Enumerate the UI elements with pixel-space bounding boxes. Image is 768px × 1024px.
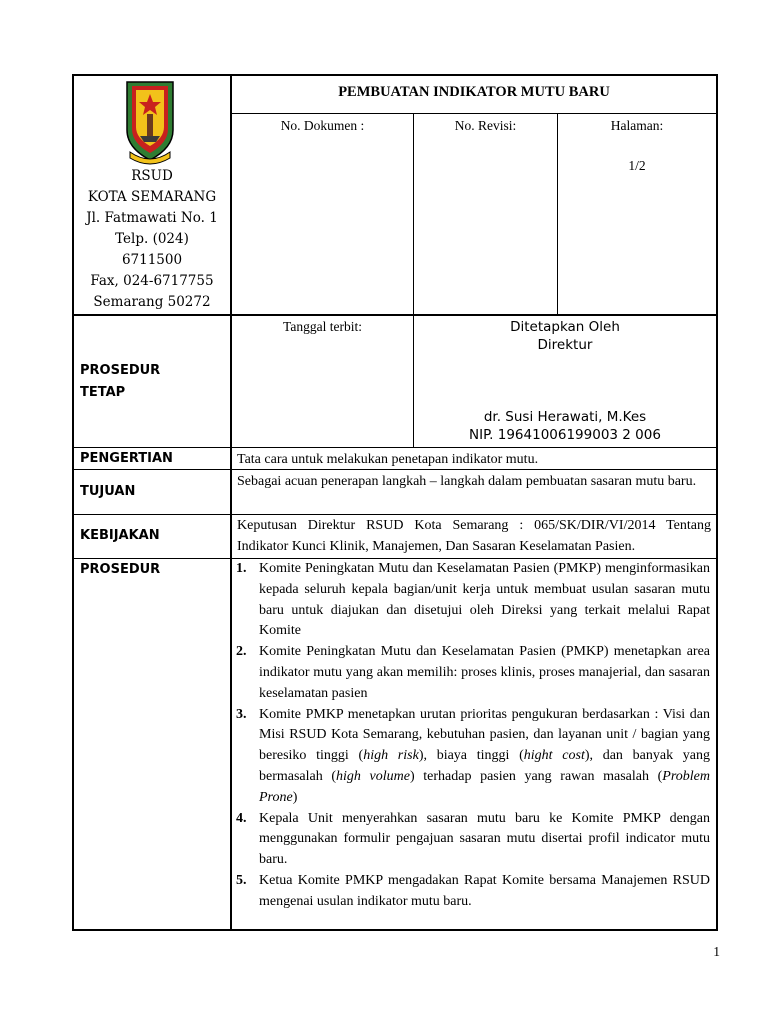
direktur-signature (414, 408, 716, 444)
direktur-name: dr. Susi Herawati, M.Kes (483, 409, 647, 425)
item-text-part: ) (292, 789, 298, 805)
item-text-part: ) terhadap pasien yang rawan masalah ( (409, 768, 663, 784)
hospital-info (74, 166, 230, 313)
direktur-title: Direktur (537, 337, 593, 353)
list-item (236, 559, 710, 642)
item-number: 5. (236, 872, 247, 888)
item-text-emphasis: high volume (336, 768, 410, 784)
document-title: PEMBUATAN INDIKATOR MUTU BARU (338, 84, 610, 100)
pengertian-text: Tata cara untuk melakukan penetapan indikator mutu. (237, 452, 539, 467)
row-divider (72, 314, 718, 316)
prosedur-list (236, 559, 710, 913)
row-divider (72, 447, 718, 448)
page-number: 1 (713, 944, 720, 959)
semarang-city-emblem-icon (122, 80, 178, 166)
hospital-address: Jl. Fatmawati No. 1 (86, 210, 218, 226)
item-text: Komite Peningkatan Mutu dan Keselamatan Pasien (PMKP) menginformasikan kepada seluruh kepala bagian/unit kerja untuk membuat usulan sasaran mutu baru untuk diajukan dan disetujui oleh Direksi yang terkait melalui Rapat Komite (259, 561, 710, 639)
hospital-name: RSUD (131, 168, 173, 184)
item-text-part: ), biaya tinggi ( (418, 748, 524, 764)
item-text: Komite Peningkatan Mutu dan Keselamatan Pasien (PMKP) menetapkan area indikator mutu yang akan memilih: proses klinis, proses manajerial, dan sasaran keselamatan pasien (259, 644, 710, 701)
no-revisi-label: No. Revisi: (454, 118, 517, 133)
pengertian-label: PENGERTIAN (80, 451, 173, 466)
column-divider (230, 74, 232, 931)
list-item (236, 642, 710, 704)
item-number: 2. (236, 644, 247, 660)
no-dokumen-label: No. Dokumen : (280, 118, 365, 133)
row-divider (231, 113, 717, 114)
tanggal-terbit-label: Tanggal terbit: (283, 319, 362, 334)
hospital-phone-number: 6711500 (121, 252, 183, 268)
column-divider (413, 113, 414, 447)
ditetapkan-block (414, 318, 716, 354)
hospital-phone: Telp. (024) (115, 231, 189, 247)
item-text-emphasis: Problem Prone (259, 768, 710, 805)
ditetapkan-oleh: Ditetapkan Oleh (510, 319, 620, 335)
halaman-label: Halaman: (610, 118, 664, 133)
item-text-emphasis: high risk (363, 748, 419, 764)
hospital-postal: Semarang 50272 (93, 294, 211, 310)
prosedur-tetap-label (80, 360, 160, 404)
prosedur-tetap-label-line1: PROSEDUR (80, 363, 161, 378)
item-number: 4. (236, 810, 247, 826)
item-text: Ketua Komite PMKP mengadakan Rapat Komite bersama Manajemen RSUD mengenai usulan indikator mutu baru. (259, 872, 710, 909)
item-text-part: Komite PMKP menetapkan urutan prioritas pengukuran berdasarkan : Visi dan Misi RSUD Kota Semarang, kebutuhan pasien, dan layanan unit / bagian yang beresiko tinggi ( (259, 706, 710, 764)
tujuan-label: TUJUAN (80, 484, 136, 499)
item-text: Kepala Unit menyerahkan sasaran mutu baru ke Komite PMKP dengan menggunakan formulir pengajuan sasaran mutu disertai profil indicator mutu baru. (259, 810, 710, 868)
item-number: 1. (236, 561, 247, 576)
tujuan-text: Sebagai acuan penerapan langkah – langkah dalam pembuatan sasaran mutu baru. (237, 474, 697, 489)
kebijakan-text: Keputusan Direktur RSUD Kota Semarang : 065/SK/DIR/VI/2014 Tentang Indikator Kunci Klinik, Manajemen, Dan Sasaran Keselamatan Pasien. (237, 518, 711, 554)
prosedur-label: PROSEDUR (80, 562, 161, 577)
halaman-value: 1/2 (628, 158, 646, 173)
list-item (236, 871, 710, 913)
column-divider (557, 113, 558, 315)
item-text-part: ), dan banyak yang bermasalah ( (259, 748, 710, 784)
hospital-fax: Fax, 024-6717755 (90, 273, 214, 289)
prosedur-tetap-label-line2: TETAP (80, 385, 126, 400)
direktur-nip: NIP. 19641006199003 2 006 (469, 427, 661, 443)
hospital-city: KOTA SEMARANG (87, 189, 217, 205)
list-item (236, 705, 710, 809)
item-text-emphasis: hight cost (523, 748, 585, 764)
kebijakan-label: KEBIJAKAN (80, 528, 160, 543)
list-item (236, 809, 710, 871)
item-number: 3. (236, 706, 247, 722)
